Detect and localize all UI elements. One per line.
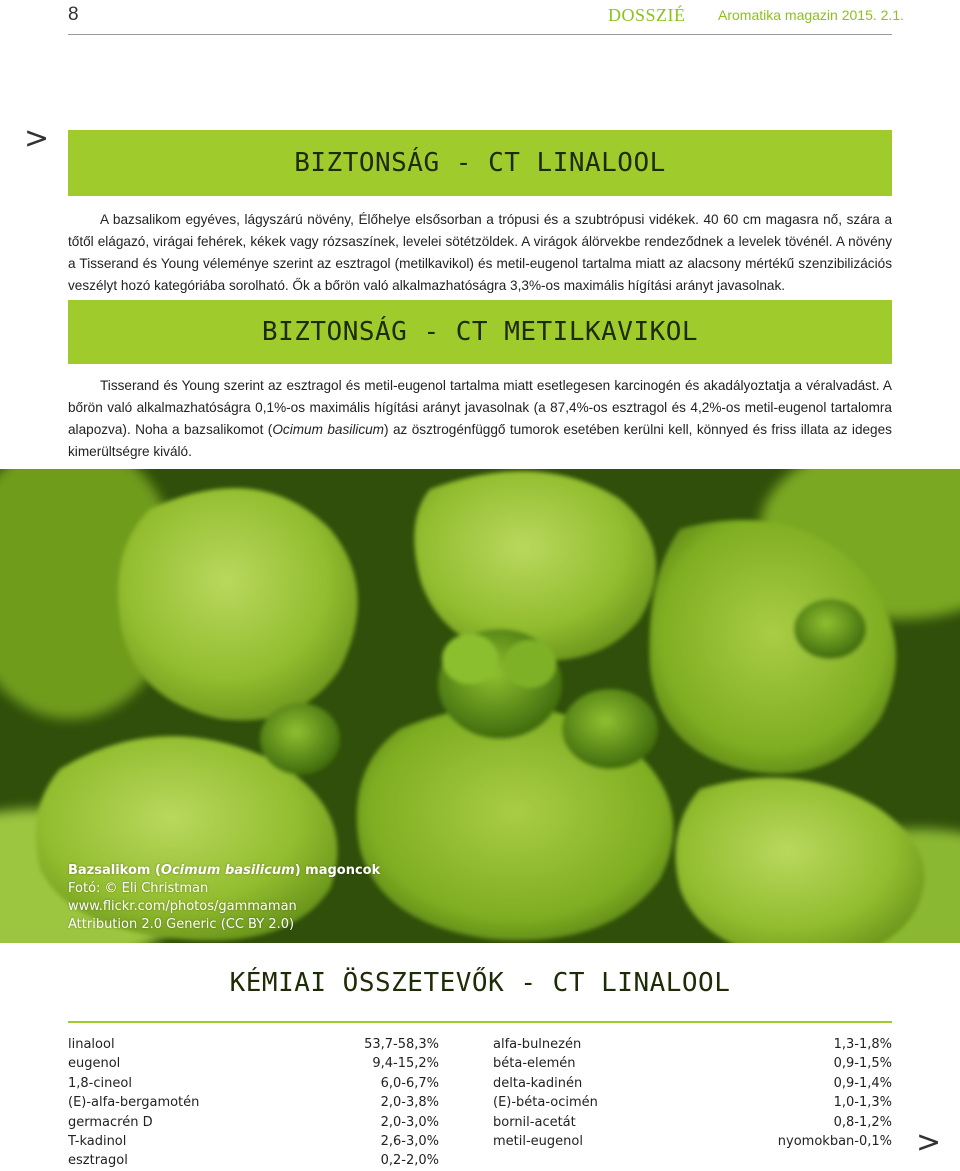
compound-value: 6,0-6,7% bbox=[380, 1075, 439, 1091]
compound-name: béta-elemén bbox=[493, 1056, 576, 1072]
compound-name: linalool bbox=[68, 1037, 115, 1052]
compound-value: 9,4-15,2% bbox=[372, 1056, 439, 1072]
composition-row bbox=[493, 1074, 892, 1093]
compound-name: esztragol bbox=[68, 1153, 128, 1169]
magazine-issue: Aromatika magazin 2015. 2.1. bbox=[718, 7, 904, 23]
compound-name: metil-eugenol bbox=[493, 1133, 583, 1149]
composition-row bbox=[493, 1035, 892, 1054]
section-label: DOSSZIÉ bbox=[608, 5, 686, 25]
compound-name: eugenol bbox=[68, 1056, 121, 1072]
compound-value: 2,0-3,8% bbox=[380, 1095, 439, 1111]
compound-value: 0,9-1,5% bbox=[833, 1056, 892, 1072]
composition-row bbox=[68, 1074, 439, 1093]
composition-divider bbox=[68, 1021, 892, 1023]
page-number: 8 bbox=[68, 4, 79, 25]
composition-row bbox=[68, 1132, 439, 1151]
compound-value: 2,6-3,0% bbox=[380, 1133, 439, 1149]
composition-row bbox=[493, 1093, 892, 1112]
composition-row bbox=[68, 1035, 439, 1054]
prev-page-arrow-icon[interactable]: > bbox=[24, 121, 50, 156]
compound-name: (E)-alfa-bergamotén bbox=[68, 1095, 200, 1111]
photo-source-link[interactable]: www.flickr.com/photos/gammaman bbox=[68, 899, 297, 914]
caption-title-text: Bazsalikom ( bbox=[68, 863, 161, 878]
section-banner-metilkavikol bbox=[68, 300, 892, 364]
compound-name: (E)-béta-ocimén bbox=[493, 1095, 598, 1111]
composition-row bbox=[68, 1113, 439, 1132]
caption-title bbox=[68, 862, 380, 880]
composition-row bbox=[68, 1151, 439, 1170]
composition-heading: KÉMIAI ÖSSZETEVŐK - CT LINALOOL bbox=[229, 968, 731, 998]
compound-value: 0,9-1,4% bbox=[833, 1075, 892, 1091]
paragraph-linalool: A bazsalikom egyéves, lágyszárú növény, Élőhelye elsősorban a trópusi és a szubtrópusi vidékek. 40 60 cm magasra nő, szára a tőtől elágazó, virágai fehérek, kékek vagy rózsaszínek, levelei sötétzöldek. A virágok álörvekbe rendeződnek a levelek tövénél. A növény a Tisserand és Young véleménye szerint az esztragol (metilkavikol) és metil-eugenol tartalma miatt az alacsony mértékű szenzibilizációs veszélyt hozó kategóriába sorolható. Ők a bőrön való alkalmazhatóságra 3,3%-os maximális hígítási arányt javasolnak. bbox=[68, 212, 892, 293]
photo-credit: Fotó: © Eli Christman bbox=[68, 881, 209, 896]
compound-name: T-kadinol bbox=[68, 1133, 127, 1149]
compound-value: 0,2-2,0% bbox=[380, 1153, 439, 1169]
compound-value: 1,0-1,3% bbox=[833, 1095, 892, 1111]
composition-list-right bbox=[493, 1035, 892, 1151]
caption-latin-name: Ocimum basilicum bbox=[160, 863, 295, 878]
compound-name: alfa-bulnezén bbox=[493, 1037, 582, 1052]
compound-value: nyomokban-0,1% bbox=[777, 1133, 892, 1149]
composition-row bbox=[68, 1054, 439, 1073]
caption-title-text: ) magoncok bbox=[294, 863, 381, 878]
compound-value: 0,8-1,2% bbox=[833, 1114, 892, 1130]
composition-row bbox=[68, 1093, 439, 1112]
paragraph-text: ) az ösztrogénfüggő tumorok esetében kerülni kell, könnyed és friss illata az ideges kimerültségre kiváló. bbox=[68, 422, 892, 459]
section-title-linalool: BIZTONSÁG - CT LINALOOL bbox=[294, 148, 666, 178]
compound-value: 53,7-58,3% bbox=[364, 1037, 439, 1052]
paragraph-text: Tisserand és Young szerint az esztragol és metil-eugenol tartalma miatt esetlegesen karcinogén és akadályoztatja a véralvadást. A bőrön való alkalmazhatóságra 0,1%-os maximális hígítási arányt javasolnak (a 87,4%-os esztragol és 4,2%-os metil-eugenol tartalomra alapozva). Noha a bazsalikomot ( bbox=[68, 378, 892, 437]
section-title-metilkavikol: BIZTONSÁG - CT METILKAVIKOL bbox=[261, 317, 699, 347]
composition-row bbox=[493, 1054, 892, 1073]
header-divider bbox=[68, 34, 892, 35]
photo-license: Attribution 2.0 Generic (CC BY 2.0) bbox=[68, 917, 295, 932]
composition-row bbox=[493, 1132, 892, 1151]
compound-name: bornil-acetát bbox=[493, 1114, 576, 1130]
photo-caption bbox=[68, 862, 380, 934]
compound-value: 2,0-3,0% bbox=[380, 1114, 439, 1130]
composition-list-left bbox=[68, 1035, 439, 1171]
latin-name: Ocimum basilicum bbox=[272, 422, 385, 437]
compound-value: 1,3-1,8% bbox=[833, 1037, 892, 1052]
section-banner-linalool bbox=[68, 130, 892, 196]
compound-name: delta-kadinén bbox=[493, 1075, 583, 1091]
composition-row bbox=[493, 1113, 892, 1132]
next-page-arrow-icon[interactable]: > bbox=[916, 1125, 942, 1160]
paragraph-metilkavikol bbox=[68, 375, 892, 463]
page-header bbox=[0, 0, 960, 30]
compound-name: germacrén D bbox=[68, 1114, 153, 1130]
compound-name: 1,8-cineol bbox=[68, 1075, 132, 1091]
